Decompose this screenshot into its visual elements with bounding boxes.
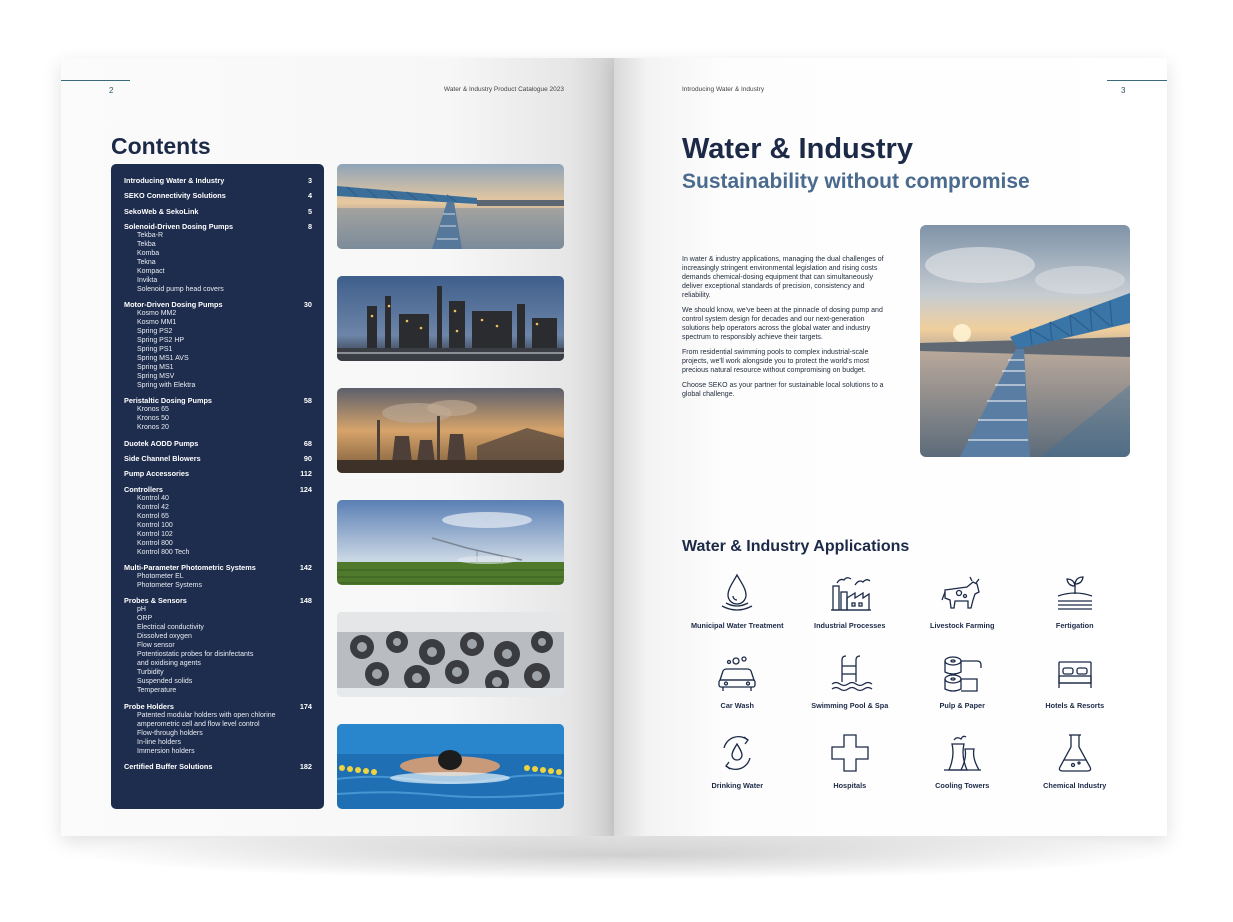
page-title: Water & Industry (682, 133, 913, 165)
contents-heading: Contents (111, 133, 211, 159)
applications-grid (681, 570, 1131, 810)
toc-entry-title: Pump Accessories (124, 469, 190, 479)
intro-paragraph: Choose SEKO as your partner for sustainable local solutions to a global challenge. (682, 382, 884, 398)
book-shadow (80, 830, 1160, 880)
application-label: Livestock Farming (930, 621, 995, 630)
toc-subitem: In-line holders (137, 738, 181, 746)
toc-subitem: Kontrol 800 Tech (137, 548, 190, 556)
application-item (794, 730, 907, 810)
factory-icon (827, 570, 873, 616)
intro-text (682, 255, 894, 405)
page-subtitle: Sustainability without compromise (682, 170, 1030, 193)
page-number: 3 (1121, 86, 1126, 95)
toc-entry-page: 68 (303, 438, 312, 448)
toc-section (124, 176, 312, 185)
toc-entry[interactable] (124, 222, 312, 231)
toc-entry-title: SEKO Connectivity Solutions (124, 191, 226, 201)
application-label: Cooling Towers (935, 781, 990, 790)
toc-subitem: pH (137, 606, 146, 614)
toc-subitem: Flow sensor (137, 642, 175, 650)
toc-subitem: Photometer EL (137, 572, 184, 580)
toc-subitem: Kronos 65 (137, 406, 169, 414)
toc-entry-title: Solenoid-Driven Dosing Pumps (124, 221, 234, 231)
toc-subitem: Kronos 20 (137, 424, 169, 432)
toc-entry[interactable] (124, 454, 312, 463)
application-label: Hospitals (833, 781, 867, 790)
toc-entry-page: 5 (307, 206, 312, 216)
application-item (1019, 730, 1132, 810)
toc-subitem: Flow-through holders (137, 729, 203, 737)
toc-section (124, 439, 312, 448)
toc-entry-page: 90 (303, 454, 312, 464)
toc-entry-page: 3 (307, 176, 312, 185)
toc-subitem: Spring with Elektra (137, 382, 196, 390)
toc-entry-title: Motor-Driven Dosing Pumps (124, 300, 223, 310)
paper-roll-icon (939, 650, 985, 696)
toc-entry[interactable] (124, 439, 312, 448)
toc-subitem: Electrical conductivity (137, 624, 204, 632)
application-label: Hotels & Resorts (1045, 701, 1105, 710)
application-item (1019, 570, 1132, 650)
toc-entry[interactable] (124, 300, 312, 309)
toc-section (124, 191, 312, 200)
toc-subitem: Turbidity (137, 669, 164, 677)
toc-section (124, 222, 312, 294)
application-item (1019, 650, 1132, 730)
toc-subitem: ORP (137, 615, 153, 623)
toc-subitem: and oxidising agents (137, 660, 201, 668)
toc-subitem: Spring PS1 (137, 346, 173, 354)
running-title: Introducing Water & Industry (682, 86, 765, 93)
toc-entry[interactable] (124, 396, 312, 405)
toc-entry-page: 8 (307, 221, 312, 231)
toc-section (124, 596, 312, 695)
toc-entry-title: Side Channel Blowers (124, 454, 201, 464)
toc-entry-page: 174 (299, 701, 312, 711)
toc-entry-page: 30 (303, 300, 312, 310)
page-number: 2 (109, 86, 114, 95)
toc-subitem: Patented modular holders with open chlorine (137, 711, 276, 719)
application-label: Car Wash (720, 701, 754, 710)
toc-section (124, 485, 312, 557)
photo-pump-production (337, 612, 564, 697)
applications-heading: Water & Industry Applications (682, 538, 910, 555)
toc-entry-title: Controllers (124, 484, 163, 494)
toc-entry-title: Certified Buffer Solutions (124, 761, 213, 771)
toc-section (124, 702, 312, 756)
application-item (681, 650, 794, 730)
flask-icon (1052, 730, 1098, 776)
toc-subitem: Spring PS2 (137, 328, 173, 336)
sprout-field-icon (1052, 570, 1098, 616)
toc-entry-title: Multi-Parameter Photometric Systems (124, 562, 256, 572)
toc-subitem: Kosmo MM1 (137, 319, 177, 327)
toc-section (124, 300, 312, 390)
toc-subitem: Spring MS1 (137, 364, 174, 372)
photo-irrigation (337, 500, 564, 585)
toc-subitem: Kontrol 102 (137, 530, 173, 538)
pool-ladder-icon (827, 650, 873, 696)
toc-subitem: Kontrol 42 (137, 503, 169, 511)
toc-subitem: Spring PS2 HP (137, 337, 185, 345)
toc-subitem: amperometric cell and flow level control (137, 720, 260, 728)
toc-entry-page: 58 (303, 396, 312, 406)
toc-entry[interactable] (124, 176, 312, 185)
application-label: Municipal Water Treatment (690, 621, 784, 630)
toc-entry-page: 112 (300, 469, 312, 479)
photo-refinery (337, 276, 564, 361)
cow-icon (939, 570, 985, 616)
application-item (681, 570, 794, 650)
toc-entry[interactable] (124, 485, 312, 494)
medical-cross-icon (827, 730, 873, 776)
toc-subitem: Solenoid pump head covers (137, 285, 224, 293)
toc-section (124, 454, 312, 463)
toc-entry[interactable] (124, 596, 312, 605)
toc-entry-title: Probe Holders (124, 701, 174, 711)
toc-subitem: Komba (137, 249, 160, 257)
bed-icon (1052, 650, 1098, 696)
toc-entry-page: 148 (299, 596, 312, 606)
toc-entry-title: Introducing Water & Industry (124, 176, 225, 185)
application-item (906, 730, 1019, 810)
recycle-drop-icon (714, 730, 760, 776)
photo-swimmer (337, 724, 564, 809)
toc-subitem: Kontrol 800 (137, 539, 173, 547)
toc-subitem: Tekna (137, 258, 156, 266)
running-title: Water & Industry Product Catalogue 2023 (443, 86, 564, 93)
application-label: Drinking Water (711, 781, 764, 790)
application-label: Industrial Processes (814, 621, 886, 630)
toc-entry[interactable] (124, 563, 312, 572)
toc-section (124, 207, 312, 216)
toc-subitem: Tekba (137, 240, 156, 248)
toc-subitem: Invikta (137, 276, 158, 284)
toc-section (124, 563, 312, 590)
application-item (906, 650, 1019, 730)
application-label: Swimming Pool & Spa (811, 701, 889, 710)
application-item (681, 730, 794, 810)
application-label: Pulp & Paper (939, 701, 985, 710)
application-label: Fertigation (1055, 621, 1094, 630)
folio-rule (61, 80, 130, 95)
intro-paragraph: From residential swimming pools to complex industrial-scale projects, we'll work alongside you to protect the world's most precious natural resource without compromising on budget. (682, 349, 870, 374)
toc-subitem: Immersion holders (137, 747, 195, 755)
toc-entry-page: 124 (299, 484, 312, 494)
photo-power-plant (337, 388, 564, 473)
toc-subitem: Photometer Systems (137, 581, 202, 589)
toc-subitem: Kontrol 65 (137, 512, 169, 520)
toc-entry-page: 4 (307, 191, 312, 201)
toc-subitem: Suspended solids (137, 678, 193, 686)
photo-clarifier (337, 164, 564, 249)
toc-subitem: Tekba-R (137, 231, 164, 239)
toc-entry[interactable] (124, 469, 312, 478)
car-wash-icon (714, 650, 760, 696)
folio-rule (1107, 80, 1167, 95)
toc-entry-title: Probes & Sensors (124, 596, 187, 606)
toc-subitem: Spring MS1 AVS (137, 355, 189, 363)
toc-entry[interactable] (124, 762, 312, 771)
toc-subitem: Kontrol 40 (137, 494, 169, 502)
application-item (794, 570, 907, 650)
toc-entry[interactable] (124, 207, 312, 216)
toc-section (124, 469, 312, 478)
hero-photo-clarifier (920, 225, 1130, 457)
toc-section (124, 762, 312, 771)
toc-entry-title: SekoWeb & SekoLink (124, 206, 199, 216)
toc-entry-title: Peristaltic Dosing Pumps (124, 396, 212, 406)
toc-subitem: Spring MSV (137, 373, 175, 381)
toc-entry[interactable] (124, 191, 312, 200)
toc-entry-page: 142 (299, 562, 312, 572)
application-label: Chemical Industry (1043, 781, 1107, 790)
application-item (906, 570, 1019, 650)
toc-subitem: Dissolved oxygen (137, 633, 192, 641)
intro-paragraph: In water & industry applications, managing the dual challenges of increasingly stringent environmental legislation and rising costs demands chemical-dosing equipment that can simultaneously deliver exceptional standards of precision, consistency and reliability. (682, 256, 884, 299)
toc-subitem: Kosmo MM2 (137, 310, 177, 318)
toc-entry-page: 182 (299, 761, 312, 771)
toc-subitem: Kontrol 100 (137, 521, 173, 529)
intro-paragraph: We should know, we've been at the pinnacle of dosing pump and control system design for decades and our next-generation solutions help operators across the global water and industry spectrum to responsibly achieve their targets. (682, 307, 883, 341)
table-of-contents (111, 164, 324, 809)
toc-entry-title: Duotek AODD Pumps (124, 438, 199, 448)
toc-subitem: Temperature (137, 687, 177, 695)
toc-subitem: Kompact (137, 267, 165, 275)
toc-subitem: Potentiostatic probes for disinfectants (137, 651, 254, 659)
water-drop-icon (714, 570, 760, 616)
toc-entry[interactable] (124, 702, 312, 711)
right-page (614, 58, 1167, 836)
toc-section (124, 396, 312, 432)
application-item (794, 650, 907, 730)
cooling-tower-icon (939, 730, 985, 776)
left-page (61, 58, 614, 836)
toc-subitem: Kronos 50 (137, 415, 169, 423)
